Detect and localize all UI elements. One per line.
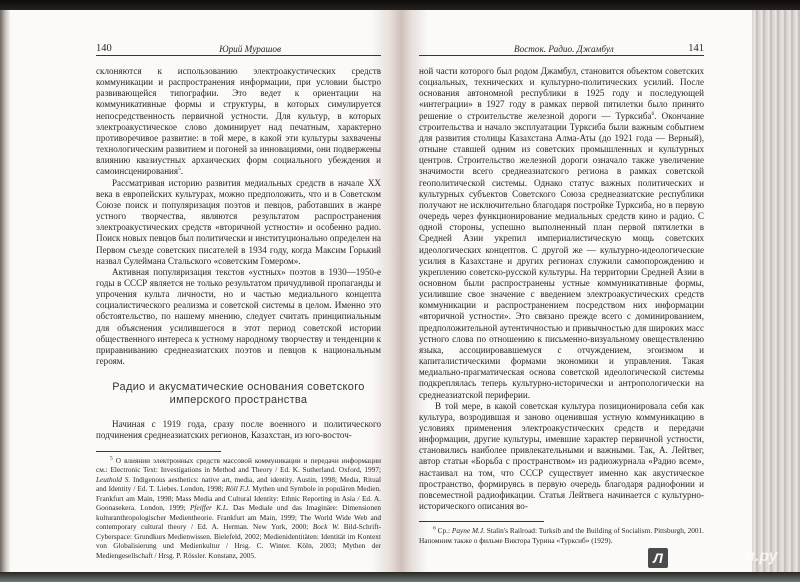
page-number: 140 — [96, 43, 112, 54]
footnote-divider — [96, 451, 221, 452]
section-heading: Радио и акусматические основания советского имперского пространства — [112, 381, 365, 407]
footnote: $^6$ Ср.: Payne M.J. Stalin's Railroad: Turksib and the Building of Socialism. Pittsburgh, 2001. Напомним также о фильме Виктора Турина «Турксиб» (1929). — [419, 525, 704, 545]
right-page-edges — [752, 10, 800, 574]
paragraph: склоняются к использованию электроакустических средств коммуникации и распространения информации, при условии быстро развивающейся типографии. Это ведет к ориентации на коммуникативные формы и структуры, в которых симулируется непосредственность первичной устности. Для культур, в которых электроакустическое слово доминирует над печатным, характерно противоречивое развитие: в той мере, в какой эти культуры захвачены технологическим развитием и погоней за инновациями, они подвержены влиянию квазиустных архаических форм социального убеждения и самоинсценирования$^5$. — [96, 66, 381, 177]
paragraph: Рассматривая историю развития медиальных средств в начале XX века в европейских культурах, можно предположить, что и в Советском Союзе поиск и популяризация поэтов и певцов, работавших в жанре устного творчества, являются результатом распространения электроакустических средств «вторичной устности» и особенно радио. Поиск новых певцов был политически и институционально определен на Первом съезде советских писателей в 1934 году, когда Максим Горький назвал Сулеймана Стальского «советским Гомером». — [96, 177, 381, 266]
paragraph: ной части которого был родом Джамбул, становится объектом советских социальных, технических и культурно-политических усилий. После основания автономной республики в 1925 году и последующей «интеграции» в 1927 году в рамках первой пятилетки было принято решение о строительстве железной дороги — Турксиба$^6$. Окончание строительства и начало эксплуатации Турксиба были важным событием для развития столицы Казахстана Алма-Аты (до 1921 года — Верный), отныне ставшей одним из советских промышленных и культурных центров. Строительство железной дороги означало также увеличение значимости всего среднеазиатского региона в рамках советской геополитической системы. Однако статус важных политических и культурных субъектов Советского Союза среднеазиатские республики получают не исключительно благодаря постройке Турксиба, но в первую очередь через функционирование медиальных средств кино и радио. С одной стороны, успешно выполненный план первой пятилетки в Средней Азии укрепил империалистическую мощь советских идеологических концептов. С другой же — культурно-идеологические усилия в Казахстане и других регионах служили самопорождению и укреплению советско-русской культуры. На территории Средней Азии в основном были распространены устные коммуникативные формы, усилившие свое значение с введением электроакустических средств коммуникации и распространением посредством них информации «вторичной устности». Это связано прежде всего с доминированием, предположительной аутентичностью и привычностью для широких масс устного слова по отношению к письменно-визуальному овеществлению языка, ассоциировавшемуся с отчуждением, эгоизмом и капиталистическими формами экономики и управления. Такая медиально-прагматическая основа советской идеологической системы подкреплялась теперь культурно-исторически и антропологически на среднеазиатской периферии. — [419, 66, 704, 400]
left-page-edge — [0, 10, 10, 574]
running-head-chapter: Восток. Радио. Джамбул — [514, 44, 614, 54]
footnote: $^5$ О влиянии электронных средств массовой коммуникации и передачи информации см.: Electronic Text: Investigations in Method and Theory / Ed. K. Sutherland. Oxford, 1997; Leuthold S. Indigenous aesthetics: native art, media, and identity. Austin, 1998; Media, Ritual and Identity / Ed. T. Liebes. London, 1998; Röll F.J. Mythen und Symbole in populären Medien. Frankfurt am Main, 1998; Mass Media and Cultural Identity: Ethnic Reporting in Asia / Ed. A. Goonasekera. London, 1999; Pfeiffer K.L. Das Mediale und das Imaginäre: Dimensionen kulturanthropologischer Medientheorie. Frankfurt am Main, 1999; The World Wide Web and contemporary cultural theory / Ed. A. Herman. New York, 2000; Bock W. Bild-Schrift-Cyberspace: Grundkurs Medienwissen. Bielefeld, 2002; Medienidentitäten: Identität im Kontext von Globalisierung und Medienkultur / Hrsg. C. Winter. Köln, 2003; Mythen der Mediengesellschaft / Hrsg. P. Rössler. Konstanz, 2005. — [96, 455, 381, 560]
left-page-body — [96, 66, 381, 560]
footnote-divider — [419, 521, 544, 522]
paragraph: Активная популяризация текстов «устных» поэтов в 1930—1950-е годы в СССР является не только результатом причудливой пропаганды и упрочения культа личности, но и частью медиального концепта социалистического реализма и советской системы в целом. Именно это обстоятельство, по нашему мнению, следует считать принципиальным для объяснения усилившегося в этот период советской истории общественного интереса к устному народному творчеству и тенденции к приравниванию среднеазиатских поэтов и певцов к национальным героям. — [96, 266, 381, 367]
watermark-logo-icon: Л — [648, 548, 668, 568]
watermark-site-text: п.ру — [745, 548, 778, 565]
running-header-left — [96, 40, 381, 56]
paragraph: Начиная с 1919 года, сразу после военного и политического подчинения среднеазиатских регионов, Казахстан, из юго-восточ- — [96, 419, 381, 441]
paragraph: В той мере, в какой советская культура позиционировала себя как культура, возродившая и заново оценившая устную коммуникацию в условиях применения электроакустических средств и передачи информации, другие культуры, имевшие характер первичной устности, становились наиболее привлекательными и важными. Так, А. Лейтвег, автор статьи «Борьба с пространством» из радиожурнала «Радио всем», настаивал на том, что СССР существует именно как акустическое пространство, формируясь в первую очередь благодаря радиофонии и повсеместной радиофикации. Статья Лейтвега начинается с культурно-исторического описания во- — [419, 400, 704, 512]
bottom-shadow — [0, 572, 800, 582]
running-head-author: Юрий Мурашов — [219, 44, 281, 54]
right-page-body — [419, 66, 704, 545]
footnote-reference: 5 — [178, 166, 181, 173]
footnote-reference: 6 — [651, 110, 655, 117]
running-header-right — [419, 40, 704, 56]
page-number: 141 — [688, 43, 704, 54]
left-page — [96, 40, 381, 560]
right-page — [419, 40, 704, 545]
